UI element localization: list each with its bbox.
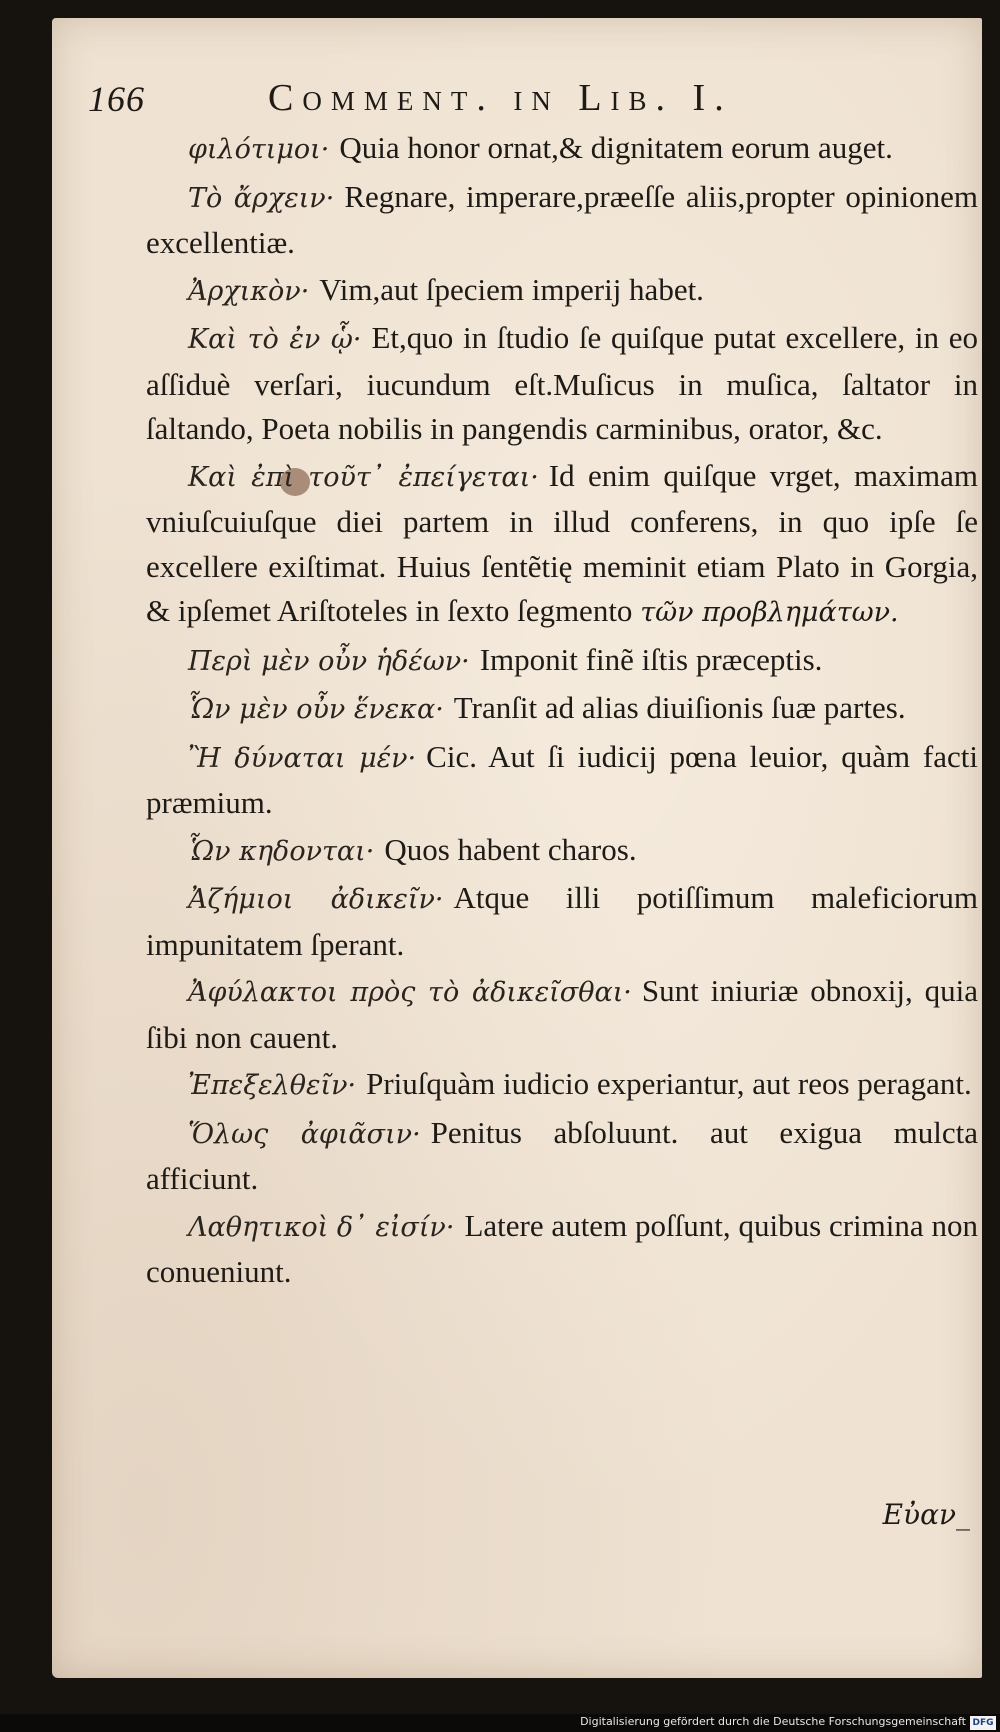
commentary-text: [146, 126, 978, 1297]
commentary-entry: [146, 828, 978, 875]
commentary-entry: [146, 638, 978, 685]
commentary-entry: [146, 969, 978, 1060]
commentary-entry: [146, 1111, 978, 1202]
catchword: Εὐαν_: [882, 1498, 970, 1531]
commentary-entry: [146, 268, 978, 315]
latin-gloss: Cic. Aut ſi iudicij pœna leuior, quàm facti præmium.: [146, 738, 978, 820]
commentary-entry: [146, 316, 978, 452]
latin-gloss: Priuſquàm iudicio experiantur, aut reos peragant.: [366, 1066, 972, 1101]
greek-lemma: φιλότιμοι·: [188, 134, 330, 165]
latin-gloss: Atque illi potiſſimum maleficiorum impunitatem ſperant.: [146, 880, 978, 962]
greek-lemma: Ὅλως ἀφιᾶσιν·: [188, 1118, 421, 1150]
greek-lemma: Ὧν κηδονται·: [188, 835, 375, 867]
greek-reference: τῶν προβλημάτων.: [640, 597, 899, 628]
page-header: [88, 72, 828, 132]
greek-lemma: Λαθητικοὶ δ᾽ εἰσίν·: [188, 1211, 455, 1243]
latin-gloss: Et,quo in ſtudio ſe quiſque putat excellere, in eo aſſiduè verſari, iucundum eſt.Muſicus in muſica, ſaltator in ſaltando, Poeta nobilis in pangendis carminibus, orator, &c.: [146, 320, 978, 446]
greek-lemma: Ὧν μὲν οὖν ἕνεκα·: [188, 694, 444, 725]
commentary-entry: [146, 876, 978, 967]
latin-gloss: Imponit finẽ iſtis præceptis.: [479, 641, 823, 677]
commentary-entry: [146, 686, 978, 733]
latin-gloss: Sunt iniuriæ obnoxij, quia ſibi non cauent.: [146, 973, 979, 1055]
greek-lemma: Καὶ ἐπὶ τοῦτ᾽ ἐπείγεται·: [188, 461, 539, 493]
latin-gloss: Vim,aut ſpeciem imperij habet.: [319, 271, 704, 307]
commentary-entry: [146, 175, 978, 266]
latin-gloss: Tranſit ad alias diuiſionis ſuæ partes.: [453, 690, 906, 725]
commentary-entry: [146, 126, 978, 173]
commentary-entry: [146, 1062, 978, 1109]
greek-lemma: Τὸ ἄρχειν·: [188, 182, 335, 214]
commentary-entry: [146, 454, 978, 636]
greek-lemma: Ἐπεξελθεῖν·: [188, 1070, 357, 1101]
latin-gloss: Penitus abſoluunt. aut exigua mulcta afficiunt.: [146, 1114, 979, 1196]
latin-gloss: Quos habent charos.: [384, 831, 637, 867]
greek-lemma: Ἢ δύναται μέν·: [188, 742, 417, 774]
page-number: 166: [88, 79, 145, 119]
running-title: Comment. in Lib. I.: [268, 77, 733, 119]
latin-gloss: Regnare, imperare,præeſſe aliis,propter opinionem excellentiæ.: [146, 178, 979, 260]
greek-lemma: Καὶ τὸ ἐν ᾧ·: [188, 324, 362, 355]
greek-lemma: Ἀρχικὸν·: [188, 275, 310, 307]
funding-credit: Digitalisierung gefördert durch die Deutsche Forschungsgemeinschaft: [580, 1715, 966, 1728]
greek-lemma: Περὶ μὲν οὖν ἡδέων·: [188, 645, 470, 677]
latin-gloss: Latere autem poſſunt, quibus crimina non conueniunt.: [146, 1207, 978, 1289]
latin-gloss: Id enim quiſque vrget, maximam vniuſcuiuſque diei partem in illud conferens, in quo ipſe ſe excellere exiſtimat. Huius ſentẽtię meminit etiam Plato in Gorgia, & ipſemet Ariſtoteles in ſexto ſegmento: [146, 457, 978, 628]
commentary-entry: [146, 735, 978, 826]
greek-lemma: Ἀφύλακτοι πρὸς τὸ ἀδικεῖσθαι·: [188, 977, 632, 1008]
greek-lemma: Ἀζήμιοι ἀδικεῖν·: [188, 884, 444, 915]
latin-gloss: Quia honor ornat,& dignitatem eorum auget.: [339, 130, 893, 165]
commentary-entry: [146, 1204, 978, 1295]
dfg-logo: DFG: [970, 1716, 996, 1730]
